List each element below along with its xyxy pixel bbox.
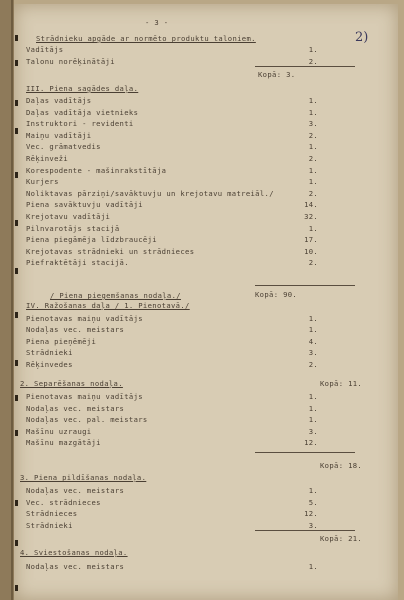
list-item-value: 1. <box>308 223 318 233</box>
list-item-value: 32. <box>304 212 318 221</box>
list-item-value: 1. <box>308 403 318 413</box>
sum-rule <box>255 66 355 67</box>
list-item-label: Rēķinvedes <box>26 359 73 369</box>
list-item-value: 4. <box>308 336 318 346</box>
list-item-value: 3. <box>308 348 318 358</box>
list-item-label: Piena pieņēmēji <box>26 336 97 346</box>
list-item-label: Daļas vadītāja vietnieks <box>26 107 139 117</box>
list-item-label: Piena savāktuvju vadītāji <box>26 200 143 210</box>
sum-rule <box>255 530 355 531</box>
binding-line <box>11 0 13 600</box>
list-item-label: Rēķinveži <box>26 154 69 163</box>
section-header: Strādnieku apgāde ar normēto produktu taloniem. <box>36 34 256 43</box>
list-item-value: 1. <box>308 486 318 495</box>
page-number: - 3 - <box>145 18 169 27</box>
list-item-label: Strādnieki <box>26 348 73 358</box>
sum-rule <box>255 452 355 453</box>
list-item-label: Nodaļas vec. meistars <box>26 403 125 413</box>
section-heading: 4. Sviestošanas nodaļa. <box>20 548 128 557</box>
list-item-value: 14. <box>304 200 318 210</box>
list-item-value: 1. <box>308 142 318 152</box>
list-item-value: 3. <box>308 426 318 436</box>
list-item-label: Instruktori - revidenti <box>26 119 134 129</box>
list-item-value: 2. <box>308 130 318 140</box>
list-item-label: Krejotavu vadītāji <box>26 212 111 221</box>
total-row: Kopā: 18. <box>320 461 363 470</box>
list-item-value: 1. <box>308 392 318 401</box>
list-item-label: Mašīnu uzraugi <box>26 426 92 436</box>
section-heading: 2. Separēšanas nodaļa. <box>20 379 123 388</box>
list-item-value: 2. <box>308 258 318 268</box>
list-item-value: 2. <box>308 56 318 66</box>
handwritten-mark: 2) <box>355 30 369 45</box>
list-item-value: 3. <box>308 520 318 530</box>
list-item-label: Vadītājs <box>26 45 64 54</box>
list-item-value: 1. <box>308 314 318 323</box>
list-item-label: Nodaļas vec. meistars <box>26 325 125 335</box>
list-item-value: 1. <box>308 96 318 105</box>
list-item-value: 1. <box>308 415 318 425</box>
list-item-value: 2. <box>308 359 318 369</box>
list-item-value: 1. <box>308 177 318 187</box>
list-item-value: 1. <box>308 165 318 175</box>
list-item-label: Talonu norēķinātāji <box>26 56 115 66</box>
list-item-value: 2. <box>308 154 318 163</box>
list-item-label: Mašīnu mazgātāji <box>26 438 101 448</box>
list-item-label: Nodaļas vec. meistars <box>26 486 125 495</box>
section-heading: 3. Piena pildīšanas nodaļa. <box>20 473 147 482</box>
list-item-label: Vec. grāmatvedis <box>26 142 101 152</box>
list-item-value: 10. <box>304 246 318 256</box>
total-row: Kopā: 3. <box>258 70 296 79</box>
total-row: Kopā: 90. <box>255 290 298 299</box>
total-row: Kopā: 11. <box>320 379 363 388</box>
list-item-value: 1. <box>308 325 318 335</box>
list-item-value: 1. <box>308 562 318 571</box>
list-item-label: Vec. strādnieces <box>26 497 101 507</box>
list-item-label: Strādnieces <box>26 509 78 519</box>
list-item-label: Pienotavas maiņu vadītājs <box>26 314 143 323</box>
list-item-label: Nodaļas vec. meistars <box>26 562 125 571</box>
section-heading: IV. Ražošanas daļa / 1. Pienotavā./ <box>26 301 190 310</box>
list-item-label: Krejotavas strādnieki un strādnieces <box>26 246 195 256</box>
list-item-value: 3. <box>308 119 318 129</box>
list-item-value: 17. <box>304 235 318 245</box>
list-item-label: Daļas vadītājs <box>26 96 92 105</box>
list-item-label: Noliktavas pārziņi/savāktuvju un krejotavu matreiāl./ <box>26 188 274 198</box>
list-item-value: 1. <box>308 45 318 54</box>
list-item-label: Kurjers <box>26 177 59 187</box>
list-item-value: 12. <box>304 509 318 519</box>
section-heading: / Piena piegemšanas nodaļa./ <box>50 291 181 300</box>
sum-rule <box>255 285 355 286</box>
list-item-value: 1. <box>308 107 318 117</box>
total-row: Kopā: 21. <box>320 534 363 543</box>
list-item-label: Pienotavas maiņu vadītājs <box>26 392 143 401</box>
list-item-value: 5. <box>308 497 318 507</box>
list-item-label: Pilnvarotājs stacijā <box>26 223 120 233</box>
list-item-label: Piena piegāmēja līdzbraucēji <box>26 235 157 245</box>
list-item-value: 2. <box>308 188 318 198</box>
list-item-label: Piefraktētāji stacijā. <box>26 258 129 268</box>
list-item-value: 12. <box>304 438 318 448</box>
list-item-label: Nodaļas vec. pal. meistars <box>26 415 148 425</box>
list-item-label: Strādnieki <box>26 520 73 530</box>
section-heading: III. Piena sagādes daļa. <box>26 84 139 93</box>
list-item-label: Maiņu vadītāji <box>26 130 92 140</box>
list-item-label: Korespodente - mašinrakstītāja <box>26 165 167 175</box>
